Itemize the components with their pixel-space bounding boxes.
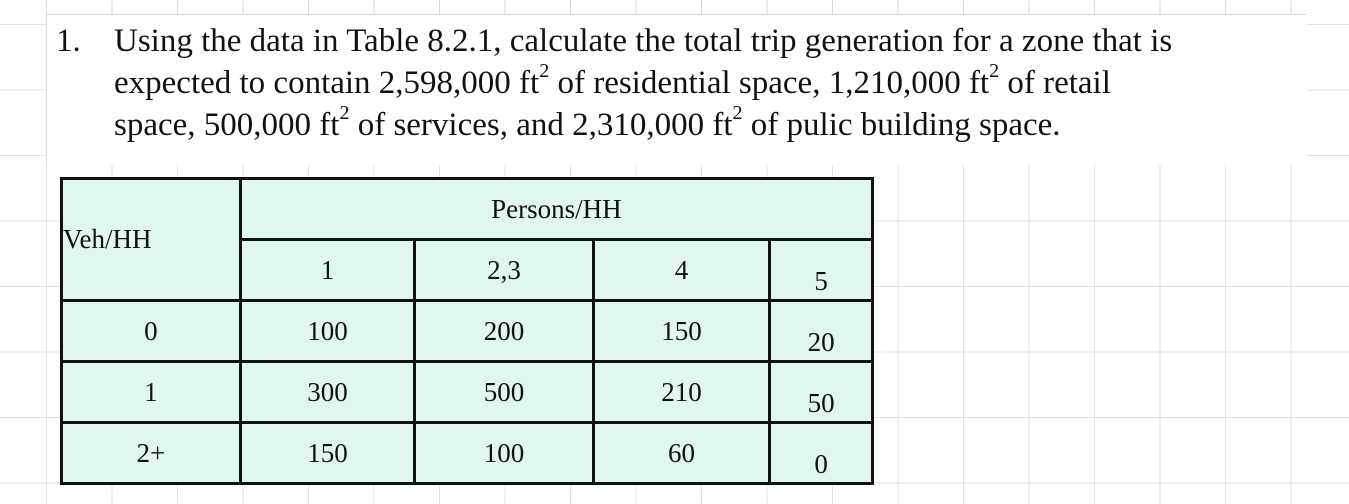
problem-text-part: Using the data in Table 8.2.1, calculate the total trip generation for a zone that is expected to contain 2,598,000 ft bbox=[114, 23, 1173, 101]
superscript: 2 bbox=[539, 60, 550, 82]
table-cell: 60 bbox=[593, 423, 770, 484]
table-cell: 500 bbox=[415, 362, 594, 423]
ruler-ticks bbox=[0, 0, 1349, 14]
table-row bbox=[62, 301, 873, 362]
problem-text-part: of retail space, 500,000 ft bbox=[114, 65, 1111, 143]
table-cell: 300 bbox=[240, 362, 415, 423]
table-row bbox=[62, 362, 873, 423]
table-cell: 0 bbox=[770, 423, 873, 484]
table-cell: 50 bbox=[770, 362, 873, 423]
column-header: 5 bbox=[770, 240, 873, 301]
problem-statement bbox=[56, 20, 1316, 146]
table-header-row bbox=[62, 179, 873, 240]
row-label: 2+ bbox=[62, 423, 241, 484]
superscript: 2 bbox=[339, 102, 350, 124]
superscript: 2 bbox=[989, 60, 1000, 82]
column-header: 2,3 bbox=[415, 240, 594, 301]
problem-text-part: of pulic building space. bbox=[742, 107, 1061, 143]
table-cell: 150 bbox=[593, 301, 770, 362]
problem-text-part: of services, and 2,310,000 ft bbox=[349, 107, 733, 143]
row-label: 1 bbox=[62, 362, 241, 423]
table-row bbox=[62, 423, 873, 484]
problem-text bbox=[114, 20, 1316, 146]
persons-per-hh-header: Persons/HH bbox=[240, 179, 872, 240]
column-header: 4 bbox=[593, 240, 770, 301]
column-header: 1 bbox=[240, 240, 415, 301]
table-cell: 150 bbox=[240, 423, 415, 484]
trip-rate-table bbox=[60, 177, 874, 485]
problem-text-part: of residential space, 1,210,000 ft bbox=[549, 65, 990, 101]
corner-header: Veh/HH bbox=[62, 179, 241, 301]
table-cell: 210 bbox=[593, 362, 770, 423]
problem-number: 1. bbox=[56, 23, 81, 59]
table-cell: 100 bbox=[415, 423, 594, 484]
superscript: 2 bbox=[732, 102, 743, 124]
row-label: 0 bbox=[62, 301, 241, 362]
table-cell: 20 bbox=[770, 301, 873, 362]
table-cell: 200 bbox=[415, 301, 594, 362]
table-cell: 100 bbox=[240, 301, 415, 362]
